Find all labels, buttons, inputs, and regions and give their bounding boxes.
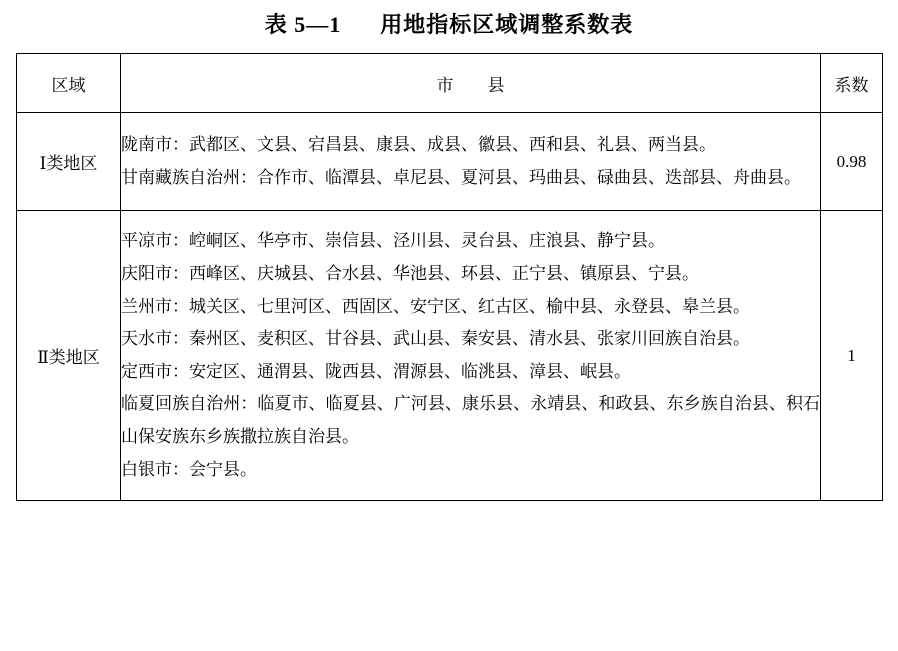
region-label-2: Ⅱ类地区: [17, 211, 121, 501]
cities-line: 兰州市：城关区、七里河区、西固区、安宁区、红古区、榆中县、永登县、皋兰县。: [121, 296, 750, 316]
column-header-city-char: 市: [436, 75, 454, 95]
cities-list-2: [121, 211, 821, 501]
table-row: [17, 211, 883, 501]
cities-line: 甘南藏族自治州：合作市、临潭县、卓尼县、夏河县、玛曲县、碌曲县、迭部县、舟曲县。: [121, 167, 801, 187]
column-header-coefficient: 系数: [821, 54, 883, 113]
page-title-text: 用地指标区域调整系数表: [380, 12, 634, 37]
column-header-cities: [121, 54, 821, 113]
cities-line: 平凉市：崆峒区、华亭市、崇信县、泾川县、灵台县、庄浪县、静宁县。: [121, 231, 665, 251]
column-header-region: 区域: [17, 54, 121, 113]
table-header-row: [17, 54, 883, 113]
table-row: [17, 113, 883, 211]
cities-line: 临夏回族自治州：临夏市、临夏县、广河县、康乐县、永靖县、和政县、东乡族自治县、积石山保安族东乡族撒拉族自治县。: [121, 394, 820, 446]
page-title: [0, 0, 898, 53]
region-label-1: Ⅰ类地区: [17, 113, 121, 211]
column-header-county-char: 县: [487, 75, 505, 95]
cities-line: 定西市：安定区、通渭县、陇西县、渭源县、临洮县、漳县、岷县。: [121, 361, 631, 381]
cities-line: 庆阳市：西峰区、庆城县、合水县、华池县、环县、正宁县、镇原县、宁县。: [121, 263, 699, 283]
page-title-label: 表 5—1: [264, 12, 342, 37]
coefficient-value-1: 0.98: [821, 113, 883, 211]
table-header: [17, 54, 883, 113]
coefficient-value-2: 1: [821, 211, 883, 501]
cities-line: 天水市：秦州区、麦积区、甘谷县、武山县、秦安县、清水县、张家川回族自治县。: [121, 329, 750, 349]
table-body: [17, 113, 883, 501]
cities-line: 陇南市：武都区、文县、宕昌县、康县、成县、徽县、西和县、礼县、两当县。: [121, 135, 716, 154]
coefficient-table: [16, 53, 883, 501]
column-header-cities-inner: [437, 76, 505, 95]
cities-list-1: [121, 113, 821, 211]
cities-line: 白银市：会宁县。: [121, 459, 257, 479]
